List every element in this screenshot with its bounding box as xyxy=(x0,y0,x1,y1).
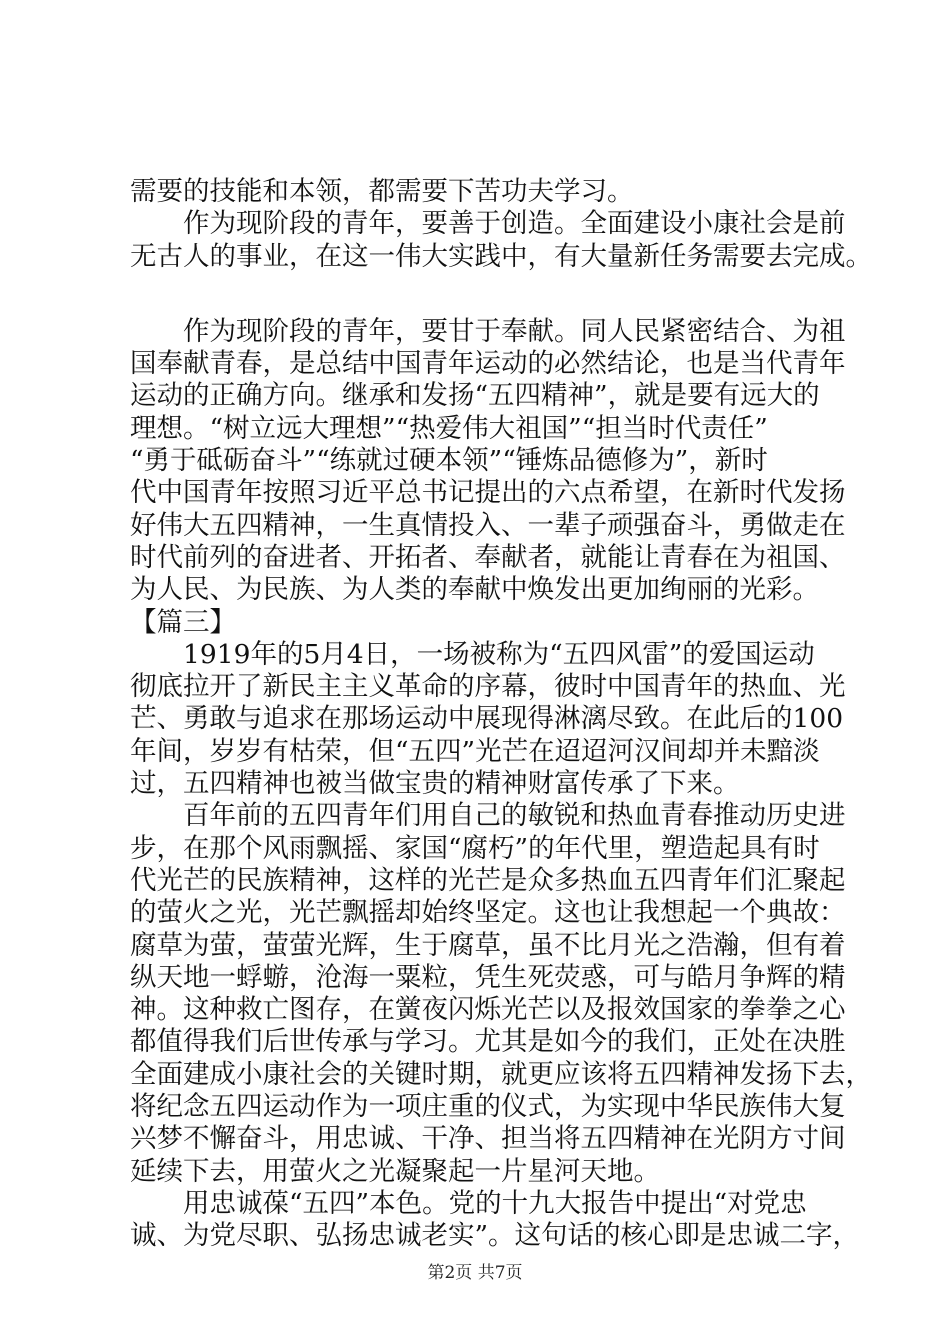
text-line: 的萤火之光，光芒飘摇却始终坚定。这也让我想起一个典故： xyxy=(130,897,846,929)
text-line: 兴梦不懈奋斗，用忠诚、干净、担当将五四精神在光阴方寸间 xyxy=(130,1123,846,1155)
text-line: 为人民、为民族、为人类的奉献中焕发出更加绚丽的光彩。 xyxy=(130,574,819,606)
text-line: 1919年的5月4日，一场被称为“五四风雷”的爱国运动 xyxy=(130,638,815,670)
text-line: 年间，岁岁有枯荣，但“五四”光芒在迢迢河汉间却并未黯淡 xyxy=(130,735,820,767)
text-line: 腐草为萤，萤萤光辉，生于腐草，虽不比月光之浩瀚，但有着 xyxy=(130,929,846,961)
text-line: 纵天地一蜉蝣，沧海一粟粒，凭生死荧惑，可与皓月争辉的精 xyxy=(130,961,846,993)
text-line: 将纪念五四运动作为一项庄重的仪式，为实现中华民族伟大复 xyxy=(130,1091,846,1123)
document-body xyxy=(130,176,872,1253)
text-line: 需要的技能和本领，都需要下苦功夫学习。 xyxy=(130,176,634,207)
text-line: 都值得我们后世传承与学习。尤其是如今的我们，正处在决胜 xyxy=(130,1026,846,1058)
text-line: 作为现阶段的青年，要善于创造。全面建设小康社会是前 xyxy=(130,208,846,240)
text-line: 作为现阶段的青年，要甘于奉献。同人民紧密结合、为祖 xyxy=(130,315,846,347)
text-line: 国奉献青春，是总结中国青年运动的必然结论，也是当代青年 xyxy=(130,348,846,380)
text-block-main xyxy=(130,315,872,1253)
text-line: 用忠诚葆“五四”本色。党的十九大报告中提出“对党忠 xyxy=(130,1187,807,1219)
text-line: 延续下去，用萤火之光凝聚起一片星河天地。 xyxy=(130,1155,660,1187)
text-line: 神。这种救亡图存，在黉夜闪烁光芒以及报效国家的拳拳之心 xyxy=(130,994,846,1026)
text-line: 全面建成小康社会的关键时期，就更应该将五四精神发扬下去， xyxy=(130,1058,872,1090)
paragraph-gap xyxy=(130,273,850,316)
text-line: 时代前列的奋进者、开拓者、奉献者，就能让青春在为祖国、 xyxy=(130,541,846,573)
text-line: “勇于砥砺奋斗”“练就过硬本领”“锤炼品德修为”，新时 xyxy=(130,445,768,477)
text-line: 芒、勇敢与追求在那场运动中展现得淋漓尽致。在此后的100 xyxy=(130,703,844,735)
text-line: 代光芒的民族精神，这样的光芒是众多热血五四青年们汇聚起 xyxy=(130,864,846,896)
text-line: 运动的正确方向。继承和发扬“五四精神”，就是要有远大的 xyxy=(130,380,820,412)
text-line: 好伟大五四精神，一生真情投入、一辈子顽强奋斗，勇做走在 xyxy=(130,509,846,541)
text-line: 步，在那个风雨飘摇、家国“腐朽”的年代里，塑造起具有时 xyxy=(130,832,820,864)
page-footer: 第2页 共7页 xyxy=(427,1263,523,1283)
text-line: 百年前的五四青年们用自己的敏锐和热血青春推动历史进 xyxy=(130,800,846,832)
text-line: 无古人的事业，在这一伟大实践中，有大量新任务需要去完成。 xyxy=(130,240,872,272)
text-line: 彻底拉开了新民主主义革命的序幕，彼时中国青年的热血、光 xyxy=(130,671,846,703)
text-line: 过，五四精神也被当做宝贵的精神财富传承了下来。 xyxy=(130,768,740,800)
text-line: 代中国青年按照习近平总书记提出的六点希望，在新时代发扬 xyxy=(130,477,846,509)
text-line: 诚、为党尽职、弘扬忠诚老实”。这句话的核心即是忠诚二字， xyxy=(130,1220,860,1252)
text-line: 理想。“树立远大理想”“热爱伟大祖国”“担当时代责任” xyxy=(130,412,768,444)
text-line: 【篇三】 xyxy=(130,606,236,638)
text-block-top xyxy=(130,176,872,273)
